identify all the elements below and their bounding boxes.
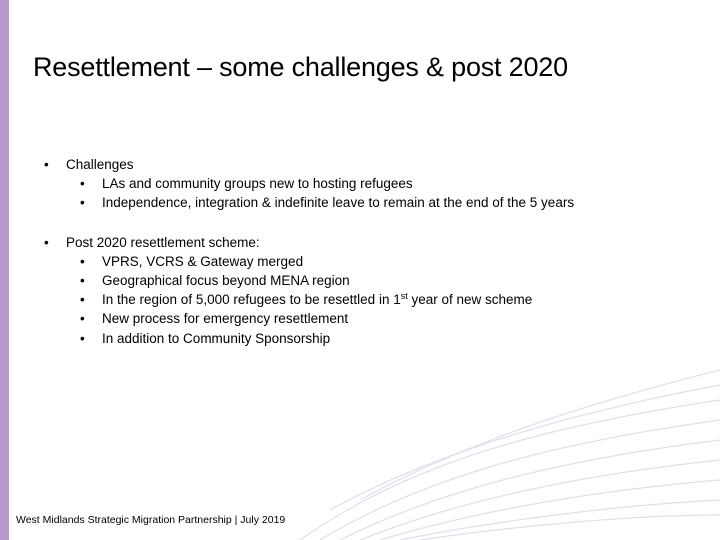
bullet-icon: • xyxy=(80,195,85,211)
bullet-list xyxy=(44,155,664,348)
sub-bullet-text: Independence, integration & indefinite leave to remain at the end of the 5 years xyxy=(102,195,575,211)
bullet-icon: • xyxy=(80,311,85,327)
slide-footer: West Midlands Strategic Migration Partnership | July 2019 xyxy=(16,514,286,526)
sub-bullet-text: LAs and community groups new to hosting refugees xyxy=(102,176,413,192)
slide-title: Resettlement – some challenges & post 2020 xyxy=(33,52,568,82)
bullet-icon: • xyxy=(80,330,85,346)
sub-bullet-item xyxy=(80,290,664,309)
sub-bullet-text: In the region of 5,000 refugees to be resettled in 1st year of new scheme xyxy=(102,291,533,308)
sub-bullet-item xyxy=(80,252,664,271)
sub-bullet-item xyxy=(80,271,664,290)
sub-bullet-item xyxy=(80,329,664,348)
sub-bullet-text: In addition to Community Sponsorship xyxy=(102,330,331,346)
bullet-icon: • xyxy=(44,234,49,250)
sub-bullet-list xyxy=(80,252,664,348)
sub-bullet-item xyxy=(80,193,664,212)
bullet-icon: • xyxy=(80,176,85,192)
sub-bullet-text: Geographical focus beyond MENA region xyxy=(102,273,350,289)
bullet-icon: • xyxy=(80,292,85,308)
bullet-post-2020 xyxy=(44,233,664,348)
bullet-icon: • xyxy=(80,273,85,289)
section-heading: Post 2020 resettlement scheme: xyxy=(66,234,260,250)
sub-bullet-item xyxy=(80,309,664,328)
section-heading: Challenges xyxy=(66,157,134,172)
bullet-challenges xyxy=(44,155,664,213)
bullet-icon: • xyxy=(80,253,85,269)
sub-bullet-list xyxy=(80,174,664,212)
sub-bullet-text: New process for emergency resettlement xyxy=(102,311,349,327)
sub-bullet-text: VPRS, VCRS & Gateway merged xyxy=(102,253,304,269)
bullet-icon: • xyxy=(44,157,49,172)
sub-bullet-item xyxy=(80,174,664,193)
slide-content xyxy=(44,155,664,348)
